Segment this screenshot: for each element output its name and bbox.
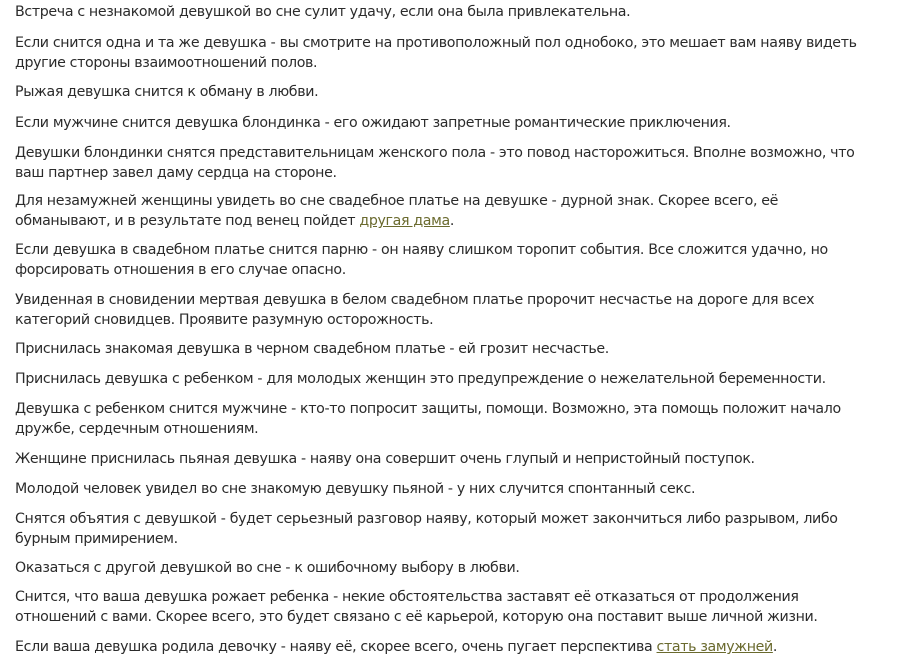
paragraph-line: бурным примирением. xyxy=(15,531,178,547)
paragraph-line: Приснилась знакомая девушка в черном свадебном платье - ей грозит несчастье. xyxy=(15,341,609,357)
paragraph-line: Женщине приснилась пьяная девушка - наяву она совершит очень глупый и непристойный поступок. xyxy=(15,451,755,467)
paragraph-14 xyxy=(15,509,838,549)
paragraph-line: Оказаться с другой девушкой во сне - к ошибочному выбору в любви. xyxy=(15,560,520,576)
paragraph-line: Если снится одна и та же девушка - вы смотрите на противоположный пол однобоко, это мешает вам наяву видеть xyxy=(15,35,857,51)
link-trailing-punctuation: . xyxy=(772,639,778,655)
paragraph-10 xyxy=(15,369,826,389)
paragraph-17 xyxy=(15,637,777,657)
paragraph-13 xyxy=(15,479,695,499)
paragraph-line-text: Если ваша девушка родила девочку - наяву её, скорее всего, очень пугает перспектива xyxy=(15,639,657,655)
paragraph-line: дружбе, сердечным отношениям. xyxy=(15,421,259,437)
link-stat-zamuzhney[interactable]: стать замужней xyxy=(656,639,773,655)
paragraph-16 xyxy=(15,587,818,627)
paragraph-line xyxy=(15,637,777,657)
paragraph-15 xyxy=(15,558,520,578)
paragraph-line: Снится, что ваша девушка рожает ребенка - некие обстоятельства заставят её отказаться от продолжения xyxy=(15,589,799,605)
paragraph-line: Девушки блондинки снятся представительницам женского пола - это повод насторожиться. Вполне возможно, что xyxy=(15,145,855,161)
paragraph-7 xyxy=(15,240,828,280)
paragraph-12 xyxy=(15,449,755,469)
paragraph-line: другие стороны взаимоотношений полов. xyxy=(15,55,318,71)
paragraph-4 xyxy=(15,113,731,133)
paragraph-11 xyxy=(15,399,841,439)
paragraph-8 xyxy=(15,290,814,330)
paragraph-5 xyxy=(15,143,854,183)
paragraph-line: категорий сновидцев. Проявите разумную осторожность. xyxy=(15,312,434,328)
paragraph-line: Если мужчине снится девушка блондинка - его ожидают запретные романтические приключения. xyxy=(15,115,731,131)
link-drugaya-dama[interactable]: другая дама xyxy=(359,213,450,229)
paragraph-1 xyxy=(15,2,630,22)
paragraph-line: Для незамужней женщины увидеть во сне свадебное платье на девушке - дурной знак. Скорее всего, её xyxy=(15,193,779,209)
link-trailing-punctuation: . xyxy=(449,213,455,229)
paragraph-line: Девушка с ребенком снится мужчине - кто-то попросит защиты, помощи. Возможно, эта помощь положит начало xyxy=(15,401,841,417)
paragraph-3 xyxy=(15,82,318,102)
paragraph-line: Встреча с незнакомой девушкой во сне сулит удачу, если она была привлекательна. xyxy=(15,4,631,20)
paragraph-line: ваш партнер завел даму сердца на стороне. xyxy=(15,165,337,181)
paragraph-line: Если девушка в свадебном платье снится парню - он наяву слишком торопит события. Все сложится удачно, но xyxy=(15,242,828,258)
paragraph-line: Увиденная в сновидении мертвая девушка в белом свадебном платье пророчит несчастье на дороге для всех xyxy=(15,292,815,308)
paragraph-6 xyxy=(15,191,778,231)
paragraph-line: Снятся объятия с девушкой - будет серьезный разговор наяву, который может закончиться либо разрывом, либо xyxy=(15,511,838,527)
paragraph-line: отношений с вами. Скорее всего, это будет связано с её карьерой, которую она поставит выше личной жизни. xyxy=(15,609,818,625)
paragraph-line: Молодой человек увидел во сне знакомую девушку пьяной - у них случится спонтанный секс. xyxy=(15,481,696,497)
paragraph-2 xyxy=(15,33,857,73)
paragraph-line: Приснилась девушка с ребенком - для молодых женщин это предупреждение о нежелательной беременности. xyxy=(15,371,826,387)
paragraph-line: форсировать отношения в его случае опасно. xyxy=(15,262,346,278)
paragraph-line-text: обманывают, и в результате под венец пойдет xyxy=(15,213,360,229)
paragraph-line: Рыжая девушка снится к обману в любви. xyxy=(15,84,319,100)
paragraph-9 xyxy=(15,339,609,359)
paragraph-line xyxy=(15,211,778,231)
